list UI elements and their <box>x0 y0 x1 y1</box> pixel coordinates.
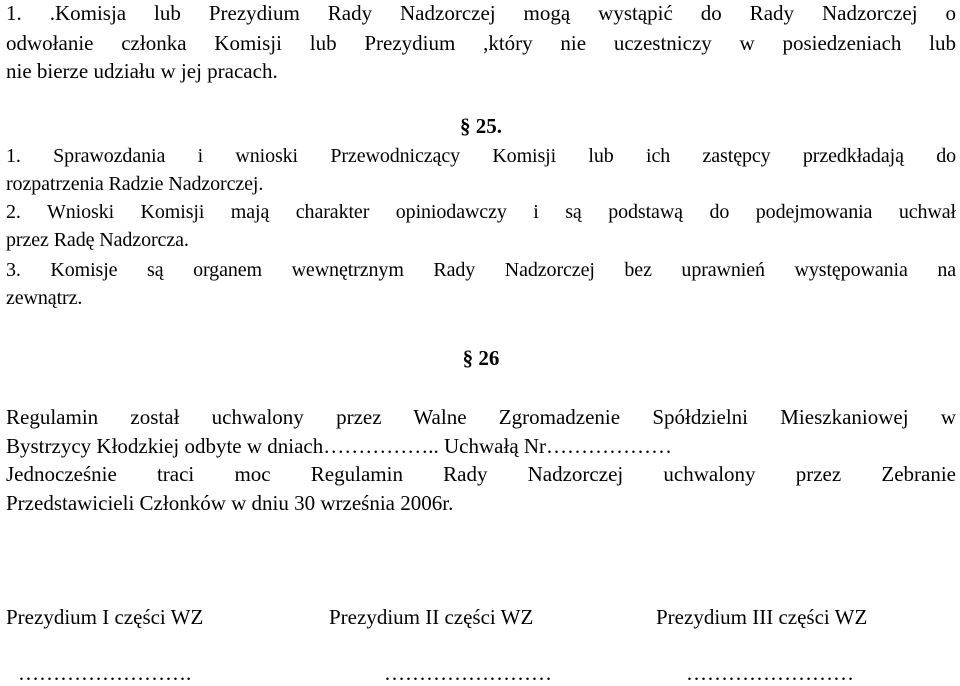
section-item-line: 2. Wnioski Komisji mają charakter opiniodawczy i są podstawą do podejmowania uchwał <box>6 201 956 223</box>
closing-line: Bystrzycy Kłodzkiej odbyte w dniach…………….. Uchwałą Nr……………… <box>6 434 673 458</box>
signature-dots: ……………………. <box>18 661 192 685</box>
signature-lines <box>6 660 956 686</box>
section-item-line: przez Radę Nadzorcza. <box>6 229 189 251</box>
section-item-line: zewnątrz. <box>6 287 83 309</box>
section-item-line: 1. Sprawozdania i wnioski Przewodniczący Komisji lub ich zastępcy przedkładają do <box>6 145 956 167</box>
paragraph-line: odwołanie członka Komisji lub Prezydium ,który nie uczestniczy w posiedzeniach lub <box>6 31 956 55</box>
section-heading: § 26 <box>462 346 500 370</box>
signature-dots: …………………… <box>686 661 854 685</box>
paragraph-line: 1. .Komisja lub Prezydium Rady Nadzorczej mogą wystąpić do Rady Nadzorczej o <box>6 1 956 25</box>
signature-label: Prezydium III części WZ <box>656 605 868 629</box>
signature-label: Prezydium I części WZ <box>6 605 204 629</box>
closing-line: Przedstawicieli Członków w dniu 30 września 2006r. <box>6 491 454 515</box>
signature-label: Prezydium II części WZ <box>329 605 534 629</box>
section-item-line: 3. Komisje są organem wewnętrznym Rady Nadzorczej bez uprawnień występowania na <box>6 259 956 281</box>
closing-line: Regulamin został uchwalony przez Walne Zgromadzenie Spółdzielni Mieszkaniowej w <box>6 405 956 429</box>
section-item-line: rozpatrzenia Radzie Nadzorczej. <box>6 173 264 195</box>
signature-dots: …………………… <box>384 661 552 685</box>
closing-line: Jednocześnie traci moc Regulamin Rady Nadzorczej uchwalony przez Zebranie <box>6 462 956 486</box>
section-heading: § 25. <box>460 114 502 138</box>
signature-labels <box>6 604 956 630</box>
document-page <box>6 0 956 686</box>
paragraph-line: nie bierze udziału w jej pracach. <box>6 59 278 83</box>
